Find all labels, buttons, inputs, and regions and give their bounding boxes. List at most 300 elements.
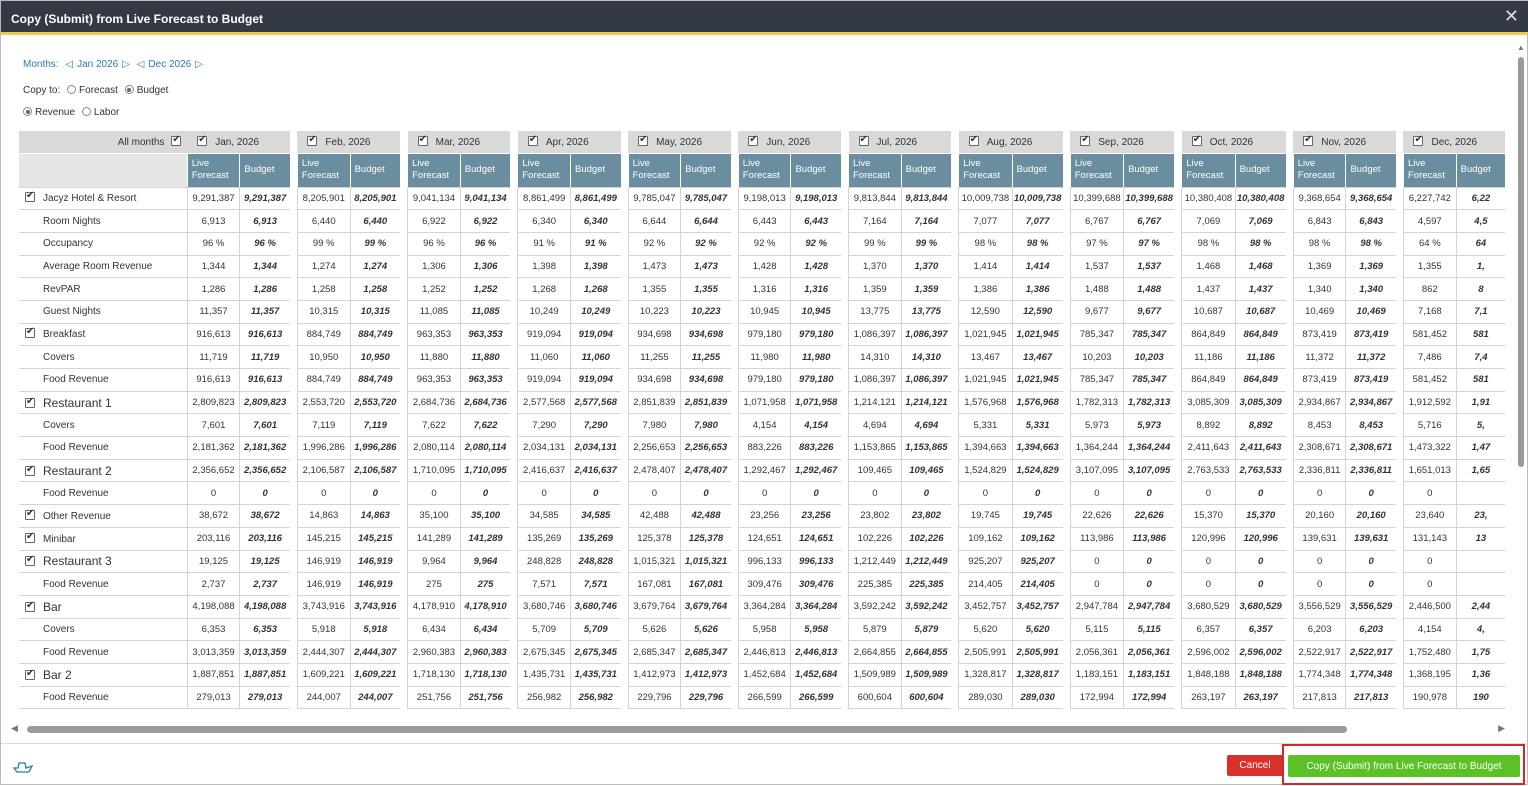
budget-cell[interactable]: 3,013,359 (240, 641, 290, 664)
budget-cell[interactable]: 2,446,813 (791, 641, 841, 664)
scroll-right-icon[interactable]: ▶ (1498, 723, 1505, 733)
budget-cell[interactable]: 1,782,313 (1124, 391, 1175, 414)
budget-cell[interactable]: 2,411,643 (1235, 437, 1286, 460)
budget-cell[interactable]: 3,085,309 (1235, 391, 1286, 414)
budget-cell[interactable]: 7,601 (240, 414, 290, 437)
budget-cell[interactable]: 96 % (460, 232, 510, 255)
budget-cell[interactable]: 5,879 (901, 618, 951, 641)
budget-cell[interactable]: 11,255 (681, 346, 731, 369)
budget-cell[interactable]: 20,160 (1346, 505, 1396, 528)
budget-cell[interactable]: 1,015,321 (681, 550, 731, 573)
budget-cell[interactable]: 109,465 (901, 459, 951, 482)
budget-cell[interactable]: 10,249 (571, 300, 621, 323)
vertical-scroll-thumb[interactable] (1518, 57, 1524, 467)
budget-cell[interactable]: 145,215 (350, 527, 400, 550)
budget-cell[interactable]: 1,355 (681, 278, 731, 301)
budget-cell[interactable]: 109,162 (1012, 527, 1063, 550)
budget-cell[interactable]: 1,212,449 (901, 550, 951, 573)
budget-cell[interactable]: 11,357 (240, 300, 290, 323)
budget-cell[interactable]: 2,763,533 (1235, 459, 1286, 482)
budget-cell[interactable]: 0 (1012, 482, 1063, 505)
budget-cell[interactable]: 1,848,188 (1235, 663, 1286, 686)
budget-cell[interactable] (1456, 573, 1505, 596)
budget-cell[interactable]: 2,685,347 (681, 641, 731, 664)
month-checkbox[interactable] (418, 136, 428, 146)
budget-cell[interactable]: 11,719 (240, 346, 290, 369)
budget-cell[interactable]: 6,644 (681, 210, 731, 233)
budget-cell[interactable]: 1,488 (1124, 278, 1175, 301)
next-month-to-icon[interactable]: ▷ (195, 59, 203, 70)
budget-cell[interactable]: 9,964 (460, 550, 510, 573)
horizontal-scrollbar[interactable] (9, 723, 1509, 735)
budget-cell[interactable]: 3,679,764 (681, 595, 731, 618)
budget-cell[interactable]: 10,687 (1235, 300, 1286, 323)
row-checkbox[interactable] (25, 192, 35, 202)
budget-cell[interactable]: 1,183,151 (1124, 663, 1175, 686)
budget-cell[interactable]: 916,613 (240, 369, 290, 392)
row-checkbox[interactable] (25, 328, 35, 338)
budget-cell[interactable]: 1,428 (791, 255, 841, 278)
month-checkbox[interactable] (1303, 136, 1313, 146)
budget-cell[interactable]: 1,328,817 (1012, 663, 1063, 686)
budget-cell[interactable]: 19,125 (240, 550, 290, 573)
budget-cell[interactable]: 9,041,134 (460, 187, 510, 210)
budget-cell[interactable]: 9,291,387 (240, 187, 290, 210)
budget-cell[interactable]: 4,5 (1456, 210, 1505, 233)
month-checkbox[interactable] (1080, 136, 1090, 146)
row-checkbox[interactable] (25, 466, 35, 476)
row-checkbox[interactable] (25, 602, 35, 612)
month-checkbox[interactable] (859, 136, 869, 146)
budget-cell[interactable]: 3,452,757 (1012, 595, 1063, 618)
budget-cell[interactable]: 5,709 (571, 618, 621, 641)
budget-cell[interactable]: 309,476 (791, 573, 841, 596)
budget-cell[interactable]: 9,677 (1124, 300, 1175, 323)
budget-cell[interactable]: 139,631 (1346, 527, 1396, 550)
budget-cell[interactable]: 1,91 (1456, 391, 1505, 414)
budget-cell[interactable]: 1,609,221 (350, 663, 400, 686)
budget-cell[interactable]: 963,353 (460, 369, 510, 392)
budget-cell[interactable]: 225,385 (901, 573, 951, 596)
budget-cell[interactable]: 1,437 (1235, 278, 1286, 301)
budget-cell[interactable]: 1,021,945 (1012, 369, 1063, 392)
budget-cell[interactable]: 3,680,746 (571, 595, 621, 618)
budget-cell[interactable]: 5,973 (1124, 414, 1175, 437)
month-checkbox[interactable] (969, 136, 979, 146)
budget-cell[interactable]: 5,626 (681, 618, 731, 641)
budget-cell[interactable]: 0 (791, 482, 841, 505)
budget-cell[interactable]: 99 % (350, 232, 400, 255)
budget-cell[interactable]: 2,44 (1456, 595, 1505, 618)
budget-cell[interactable]: 2,577,568 (571, 391, 621, 414)
budget-cell[interactable]: 92 % (791, 232, 841, 255)
budget-cell[interactable]: 124,651 (791, 527, 841, 550)
budget-cell[interactable]: 8,892 (1235, 414, 1286, 437)
budget-cell[interactable]: 1,452,684 (791, 663, 841, 686)
budget-cell[interactable]: 11,980 (791, 346, 841, 369)
month-checkbox[interactable] (1192, 136, 1202, 146)
budget-cell[interactable]: 2,181,362 (240, 437, 290, 460)
budget-cell[interactable]: 1,710,095 (460, 459, 510, 482)
budget-cell[interactable]: 14,310 (901, 346, 951, 369)
budget-cell[interactable]: 1,509,989 (901, 663, 951, 686)
budget-cell[interactable]: 5,331 (1012, 414, 1063, 437)
budget-cell[interactable]: 248,828 (571, 550, 621, 573)
ship-icon[interactable] (13, 759, 33, 776)
budget-cell[interactable]: 2,737 (240, 573, 290, 596)
budget-cell[interactable]: 2,034,131 (571, 437, 621, 460)
budget-cell[interactable]: 3,743,916 (350, 595, 400, 618)
budget-cell[interactable]: 10,009,738 (1012, 187, 1063, 210)
vertical-scrollbar[interactable] (1515, 41, 1527, 716)
budget-cell[interactable]: 6,353 (240, 618, 290, 641)
month-checkbox[interactable] (748, 136, 758, 146)
scroll-up-icon[interactable]: ▲ (1517, 43, 1525, 52)
budget-cell[interactable]: 1,086,397 (901, 323, 951, 346)
budget-cell[interactable]: 92 % (681, 232, 731, 255)
budget-cell[interactable]: 1,274 (350, 255, 400, 278)
budget-cell[interactable]: 1,398 (571, 255, 621, 278)
budget-cell[interactable]: 581 (1456, 369, 1505, 392)
budget-cell[interactable]: 0 (240, 482, 290, 505)
budget-cell[interactable]: 1,364,244 (1124, 437, 1175, 460)
budget-cell[interactable]: 2,256,653 (681, 437, 731, 460)
budget-cell[interactable]: 1,65 (1456, 459, 1505, 482)
budget-cell[interactable]: 9,785,047 (681, 187, 731, 210)
budget-cell[interactable]: 96 % (240, 232, 290, 255)
budget-cell[interactable]: 2,851,839 (681, 391, 731, 414)
budget-cell[interactable]: 11,060 (571, 346, 621, 369)
budget-cell[interactable]: 2,444,307 (350, 641, 400, 664)
cancel-button[interactable]: Cancel (1227, 755, 1283, 776)
budget-cell[interactable]: 11,186 (1235, 346, 1286, 369)
budget-cell[interactable]: 7,077 (1012, 210, 1063, 233)
budget-cell[interactable]: 873,419 (1346, 323, 1396, 346)
budget-cell[interactable]: 1,021,945 (1012, 323, 1063, 346)
budget-cell[interactable]: 0 (1235, 573, 1286, 596)
budget-cell[interactable]: 0 (1124, 573, 1175, 596)
budget-cell[interactable]: 6,22 (1456, 187, 1505, 210)
month-checkbox[interactable] (307, 136, 317, 146)
budget-cell[interactable]: 13 (1456, 527, 1505, 550)
budget-cell[interactable]: 10,203 (1124, 346, 1175, 369)
month-checkbox[interactable] (528, 136, 538, 146)
budget-cell[interactable]: 925,207 (1012, 550, 1063, 573)
revenue-label[interactable]: Revenue (35, 107, 76, 118)
budget-cell[interactable]: 1,537 (1124, 255, 1175, 278)
budget-cell[interactable]: 1,576,968 (1012, 391, 1063, 414)
budget-cell[interactable]: 1,47 (1456, 437, 1505, 460)
budget-cell[interactable]: 214,405 (1012, 573, 1063, 596)
budget-cell[interactable]: 8,453 (1346, 414, 1396, 437)
budget-cell[interactable]: 98 % (1346, 232, 1396, 255)
budget-cell[interactable]: 7,980 (681, 414, 731, 437)
budget-cell[interactable]: 883,226 (791, 437, 841, 460)
budget-cell[interactable]: 5,918 (350, 618, 400, 641)
budget-cell[interactable]: 0 (901, 482, 951, 505)
budget-cell[interactable]: 1,394,663 (1012, 437, 1063, 460)
budget-cell[interactable]: 9,368,654 (1346, 187, 1396, 210)
budget-cell[interactable]: 6,203 (1346, 618, 1396, 641)
budget-cell[interactable]: 6,843 (1346, 210, 1396, 233)
budget-cell[interactable]: 0 (681, 482, 731, 505)
budget-cell[interactable]: 6,922 (460, 210, 510, 233)
budget-cell[interactable]: 279,013 (240, 686, 290, 709)
budget-cell[interactable]: 785,347 (1124, 369, 1175, 392)
budget-cell[interactable]: 1,252 (460, 278, 510, 301)
budget-cell[interactable]: 1,414 (1012, 255, 1063, 278)
budget-cell[interactable]: 1,359 (901, 278, 951, 301)
row-checkbox[interactable] (25, 556, 35, 566)
budget-cell[interactable]: 217,813 (1346, 686, 1396, 709)
budget-cell[interactable]: 99 % (901, 232, 951, 255)
budget-cell[interactable]: 102,226 (901, 527, 951, 550)
budget-cell[interactable]: 2,596,002 (1235, 641, 1286, 664)
budget-cell[interactable]: 97 % (1124, 232, 1175, 255)
budget-cell[interactable]: 916,613 (240, 323, 290, 346)
budget-cell[interactable]: 1,774,348 (1346, 663, 1396, 686)
budget-cell[interactable]: 10,945 (791, 300, 841, 323)
budget-cell[interactable]: 884,749 (350, 369, 400, 392)
budget-cell[interactable]: 0 (350, 482, 400, 505)
budget-cell[interactable]: 3,107,095 (1124, 459, 1175, 482)
budget-cell[interactable]: 1,316 (791, 278, 841, 301)
budget-cell[interactable]: 979,180 (791, 369, 841, 392)
budget-cell[interactable]: 0 (460, 482, 510, 505)
budget-cell[interactable]: 5,115 (1124, 618, 1175, 641)
budget-cell[interactable]: 6,440 (350, 210, 400, 233)
budget-cell[interactable]: 98 % (1012, 232, 1063, 255)
budget-cell[interactable]: 2,675,345 (571, 641, 621, 664)
budget-cell[interactable]: 1,214,121 (901, 391, 951, 414)
budget-cell[interactable]: 141,289 (460, 527, 510, 550)
budget-cell[interactable]: 2,947,784 (1124, 595, 1175, 618)
budget-cell[interactable]: 1,258 (350, 278, 400, 301)
budget-cell[interactable]: 1,718,130 (460, 663, 510, 686)
budget-cell[interactable]: 0 (1124, 482, 1175, 505)
budget-cell[interactable]: 2,478,407 (681, 459, 731, 482)
budget-cell[interactable]: 0 (1346, 573, 1396, 596)
budget-cell[interactable]: 7,622 (460, 414, 510, 437)
labor-label[interactable]: Labor (93, 107, 120, 118)
budget-cell[interactable]: 113,986 (1124, 527, 1175, 550)
budget-cell[interactable]: 0 (571, 482, 621, 505)
budget-cell[interactable]: 172,994 (1124, 686, 1175, 709)
budget-cell[interactable]: 10,469 (1346, 300, 1396, 323)
budget-cell[interactable]: 289,030 (1012, 686, 1063, 709)
row-checkbox[interactable] (25, 670, 35, 680)
budget-cell[interactable]: 190 (1456, 686, 1505, 709)
budget-cell[interactable]: 4,198,088 (240, 595, 290, 618)
forecast-radio[interactable] (67, 85, 76, 94)
all-months-checkbox[interactable] (171, 136, 181, 146)
budget-cell[interactable]: 2,522,917 (1346, 641, 1396, 664)
horizontal-scroll-thumb[interactable] (27, 726, 1347, 733)
budget-cell[interactable]: 0 (1235, 550, 1286, 573)
budget-cell[interactable]: 1,36 (1456, 663, 1505, 686)
budget-cell[interactable]: 14,863 (350, 505, 400, 528)
budget-cell[interactable]: 146,919 (350, 573, 400, 596)
budget-cell[interactable]: 0 (1235, 482, 1286, 505)
budget-cell[interactable]: 1,473 (681, 255, 731, 278)
budget-cell[interactable]: 2,056,361 (1124, 641, 1175, 664)
budget-cell[interactable]: 10,315 (350, 300, 400, 323)
budget-cell[interactable]: 1,370 (901, 255, 951, 278)
budget-cell[interactable]: 98 % (1235, 232, 1286, 255)
budget-cell[interactable]: 1,412,973 (681, 663, 731, 686)
budget-cell[interactable]: 4, (1456, 618, 1505, 641)
budget-cell[interactable]: 2,553,720 (350, 391, 400, 414)
month-from[interactable]: Jan 2026 (77, 59, 119, 70)
budget-cell[interactable]: 1,75 (1456, 641, 1505, 664)
budget-cell[interactable]: 1,524,829 (1012, 459, 1063, 482)
budget-cell[interactable]: 1, (1456, 255, 1505, 278)
budget-cell[interactable]: 11,085 (460, 300, 510, 323)
prev-month-icon[interactable]: ◁ (65, 59, 74, 70)
month-checkbox[interactable] (638, 136, 648, 146)
budget-cell[interactable]: 581 (1456, 323, 1505, 346)
budget-cell[interactable]: 2,960,383 (460, 641, 510, 664)
budget-cell[interactable]: 244,007 (350, 686, 400, 709)
month-checkbox[interactable] (1413, 136, 1423, 146)
budget-cell[interactable]: 2,336,811 (1346, 459, 1396, 482)
budget-cell[interactable]: 1,071,958 (791, 391, 841, 414)
budget-cell[interactable]: 4,178,910 (460, 595, 510, 618)
budget-cell[interactable]: 11,880 (460, 346, 510, 369)
budget-cell[interactable]: 873,419 (1346, 369, 1396, 392)
budget-cell[interactable]: 3,680,529 (1235, 595, 1286, 618)
budget-cell[interactable]: 2,080,114 (460, 437, 510, 460)
budget-cell[interactable]: 13,775 (901, 300, 951, 323)
budget-cell[interactable]: 2,664,855 (901, 641, 951, 664)
next-month-icon[interactable]: ▷ (122, 59, 130, 70)
budget-cell[interactable]: 91 % (571, 232, 621, 255)
budget-cell[interactable]: 6,340 (571, 210, 621, 233)
budget-cell[interactable]: 251,756 (460, 686, 510, 709)
budget-cell[interactable]: 4,694 (901, 414, 951, 437)
budget-cell[interactable]: 6,357 (1235, 618, 1286, 641)
budget-cell[interactable]: 1,268 (571, 278, 621, 301)
budget-cell[interactable]: 2,356,652 (240, 459, 290, 482)
budget-cell[interactable]: 7,1 (1456, 300, 1505, 323)
budget-cell[interactable]: 6,434 (460, 618, 510, 641)
budget-cell[interactable]: 0 (1346, 482, 1396, 505)
budget-cell[interactable]: 146,919 (350, 550, 400, 573)
budget-cell[interactable]: 0 (1124, 550, 1175, 573)
budget-cell[interactable]: 600,604 (901, 686, 951, 709)
budget-cell[interactable]: 1,344 (240, 255, 290, 278)
prev-month-to-icon[interactable]: ◁ (136, 59, 145, 70)
budget-cell[interactable]: 934,698 (681, 369, 731, 392)
budget-cell[interactable]: 7,290 (571, 414, 621, 437)
budget-cell[interactable]: 35,100 (460, 505, 510, 528)
budget-cell[interactable]: 8,205,901 (350, 187, 400, 210)
budget-cell[interactable] (1456, 550, 1505, 573)
budget-cell[interactable]: 23, (1456, 505, 1505, 528)
budget-cell[interactable]: 1,996,286 (350, 437, 400, 460)
budget-cell[interactable]: 2,106,587 (350, 459, 400, 482)
budget-cell[interactable]: 3,556,529 (1346, 595, 1396, 618)
budget-cell[interactable]: 0 (1346, 550, 1396, 573)
budget-cell[interactable]: 203,116 (240, 527, 290, 550)
budget-cell[interactable]: 5,958 (791, 618, 841, 641)
budget-cell[interactable]: 13,467 (1012, 346, 1063, 369)
budget-cell[interactable]: 5,620 (1012, 618, 1063, 641)
budget-cell[interactable]: 3,592,242 (901, 595, 951, 618)
budget-cell[interactable]: 2,308,671 (1346, 437, 1396, 460)
budget-cell[interactable]: 864,849 (1235, 323, 1286, 346)
budget-cell[interactable]: 996,133 (791, 550, 841, 573)
budget-cell[interactable]: 2,684,736 (460, 391, 510, 414)
budget-cell[interactable]: 1,292,467 (791, 459, 841, 482)
budget-cell[interactable]: 919,094 (571, 323, 621, 346)
budget-cell[interactable]: 7,069 (1235, 210, 1286, 233)
budget-cell[interactable]: 919,094 (571, 369, 621, 392)
budget-cell[interactable]: 8,861,499 (571, 187, 621, 210)
budget-cell[interactable]: 6,913 (240, 210, 290, 233)
budget-cell[interactable]: 42,488 (681, 505, 731, 528)
budget-cell[interactable]: 263,197 (1235, 686, 1286, 709)
budget-cell[interactable]: 934,698 (681, 323, 731, 346)
budget-cell[interactable]: 1,386 (1012, 278, 1063, 301)
budget-cell[interactable]: 38,672 (240, 505, 290, 528)
budget-cell[interactable]: 19,745 (1012, 505, 1063, 528)
budget-cell[interactable]: 7,571 (571, 573, 621, 596)
budget-cell[interactable]: 4,154 (791, 414, 841, 437)
scroll-left-icon[interactable]: ◀ (11, 723, 18, 733)
budget-cell[interactable]: 3,364,284 (791, 595, 841, 618)
close-icon[interactable]: ✕ (1503, 6, 1519, 26)
budget-cell[interactable] (1456, 482, 1505, 505)
budget-cell[interactable]: 229,796 (681, 686, 731, 709)
budget-cell[interactable]: 10,223 (681, 300, 731, 323)
budget-cell[interactable]: 884,749 (350, 323, 400, 346)
budget-cell[interactable]: 12,590 (1012, 300, 1063, 323)
budget-cell[interactable]: 167,081 (681, 573, 731, 596)
budget-cell[interactable]: 10,380,408 (1235, 187, 1286, 210)
budget-cell[interactable]: 1,369 (1346, 255, 1396, 278)
budget-cell[interactable]: 2,809,823 (240, 391, 290, 414)
budget-cell[interactable]: 64 (1456, 232, 1505, 255)
budget-cell[interactable]: 7,119 (350, 414, 400, 437)
month-checkbox[interactable] (197, 136, 207, 146)
forecast-label[interactable]: Forecast (79, 85, 118, 96)
row-checkbox[interactable] (25, 533, 35, 543)
budget-radio[interactable] (125, 85, 134, 94)
budget-cell[interactable]: 8 (1456, 278, 1505, 301)
budget-cell[interactable]: 135,269 (571, 527, 621, 550)
budget-cell[interactable]: 9,198,013 (791, 187, 841, 210)
budget-cell[interactable]: 15,370 (1235, 505, 1286, 528)
budget-cell[interactable]: 2,416,637 (571, 459, 621, 482)
budget-cell[interactable]: 10,399,688 (1124, 187, 1175, 210)
row-checkbox[interactable] (25, 510, 35, 520)
budget-cell[interactable]: 125,378 (681, 527, 731, 550)
budget-cell[interactable]: 1,887,851 (240, 663, 290, 686)
budget-cell[interactable]: 1,468 (1235, 255, 1286, 278)
budget-cell[interactable]: 1,086,397 (901, 369, 951, 392)
budget-cell[interactable]: 1,340 (1346, 278, 1396, 301)
budget-cell[interactable]: 1,286 (240, 278, 290, 301)
budget-cell[interactable]: 5, (1456, 414, 1505, 437)
budget-cell[interactable]: 23,802 (901, 505, 951, 528)
budget-cell[interactable]: 34,585 (571, 505, 621, 528)
budget-cell[interactable]: 785,347 (1124, 323, 1175, 346)
row-checkbox[interactable] (25, 398, 35, 408)
budget-cell[interactable]: 7,4 (1456, 346, 1505, 369)
month-to[interactable]: Dec 2026 (148, 59, 192, 70)
budget-cell[interactable]: 979,180 (791, 323, 841, 346)
